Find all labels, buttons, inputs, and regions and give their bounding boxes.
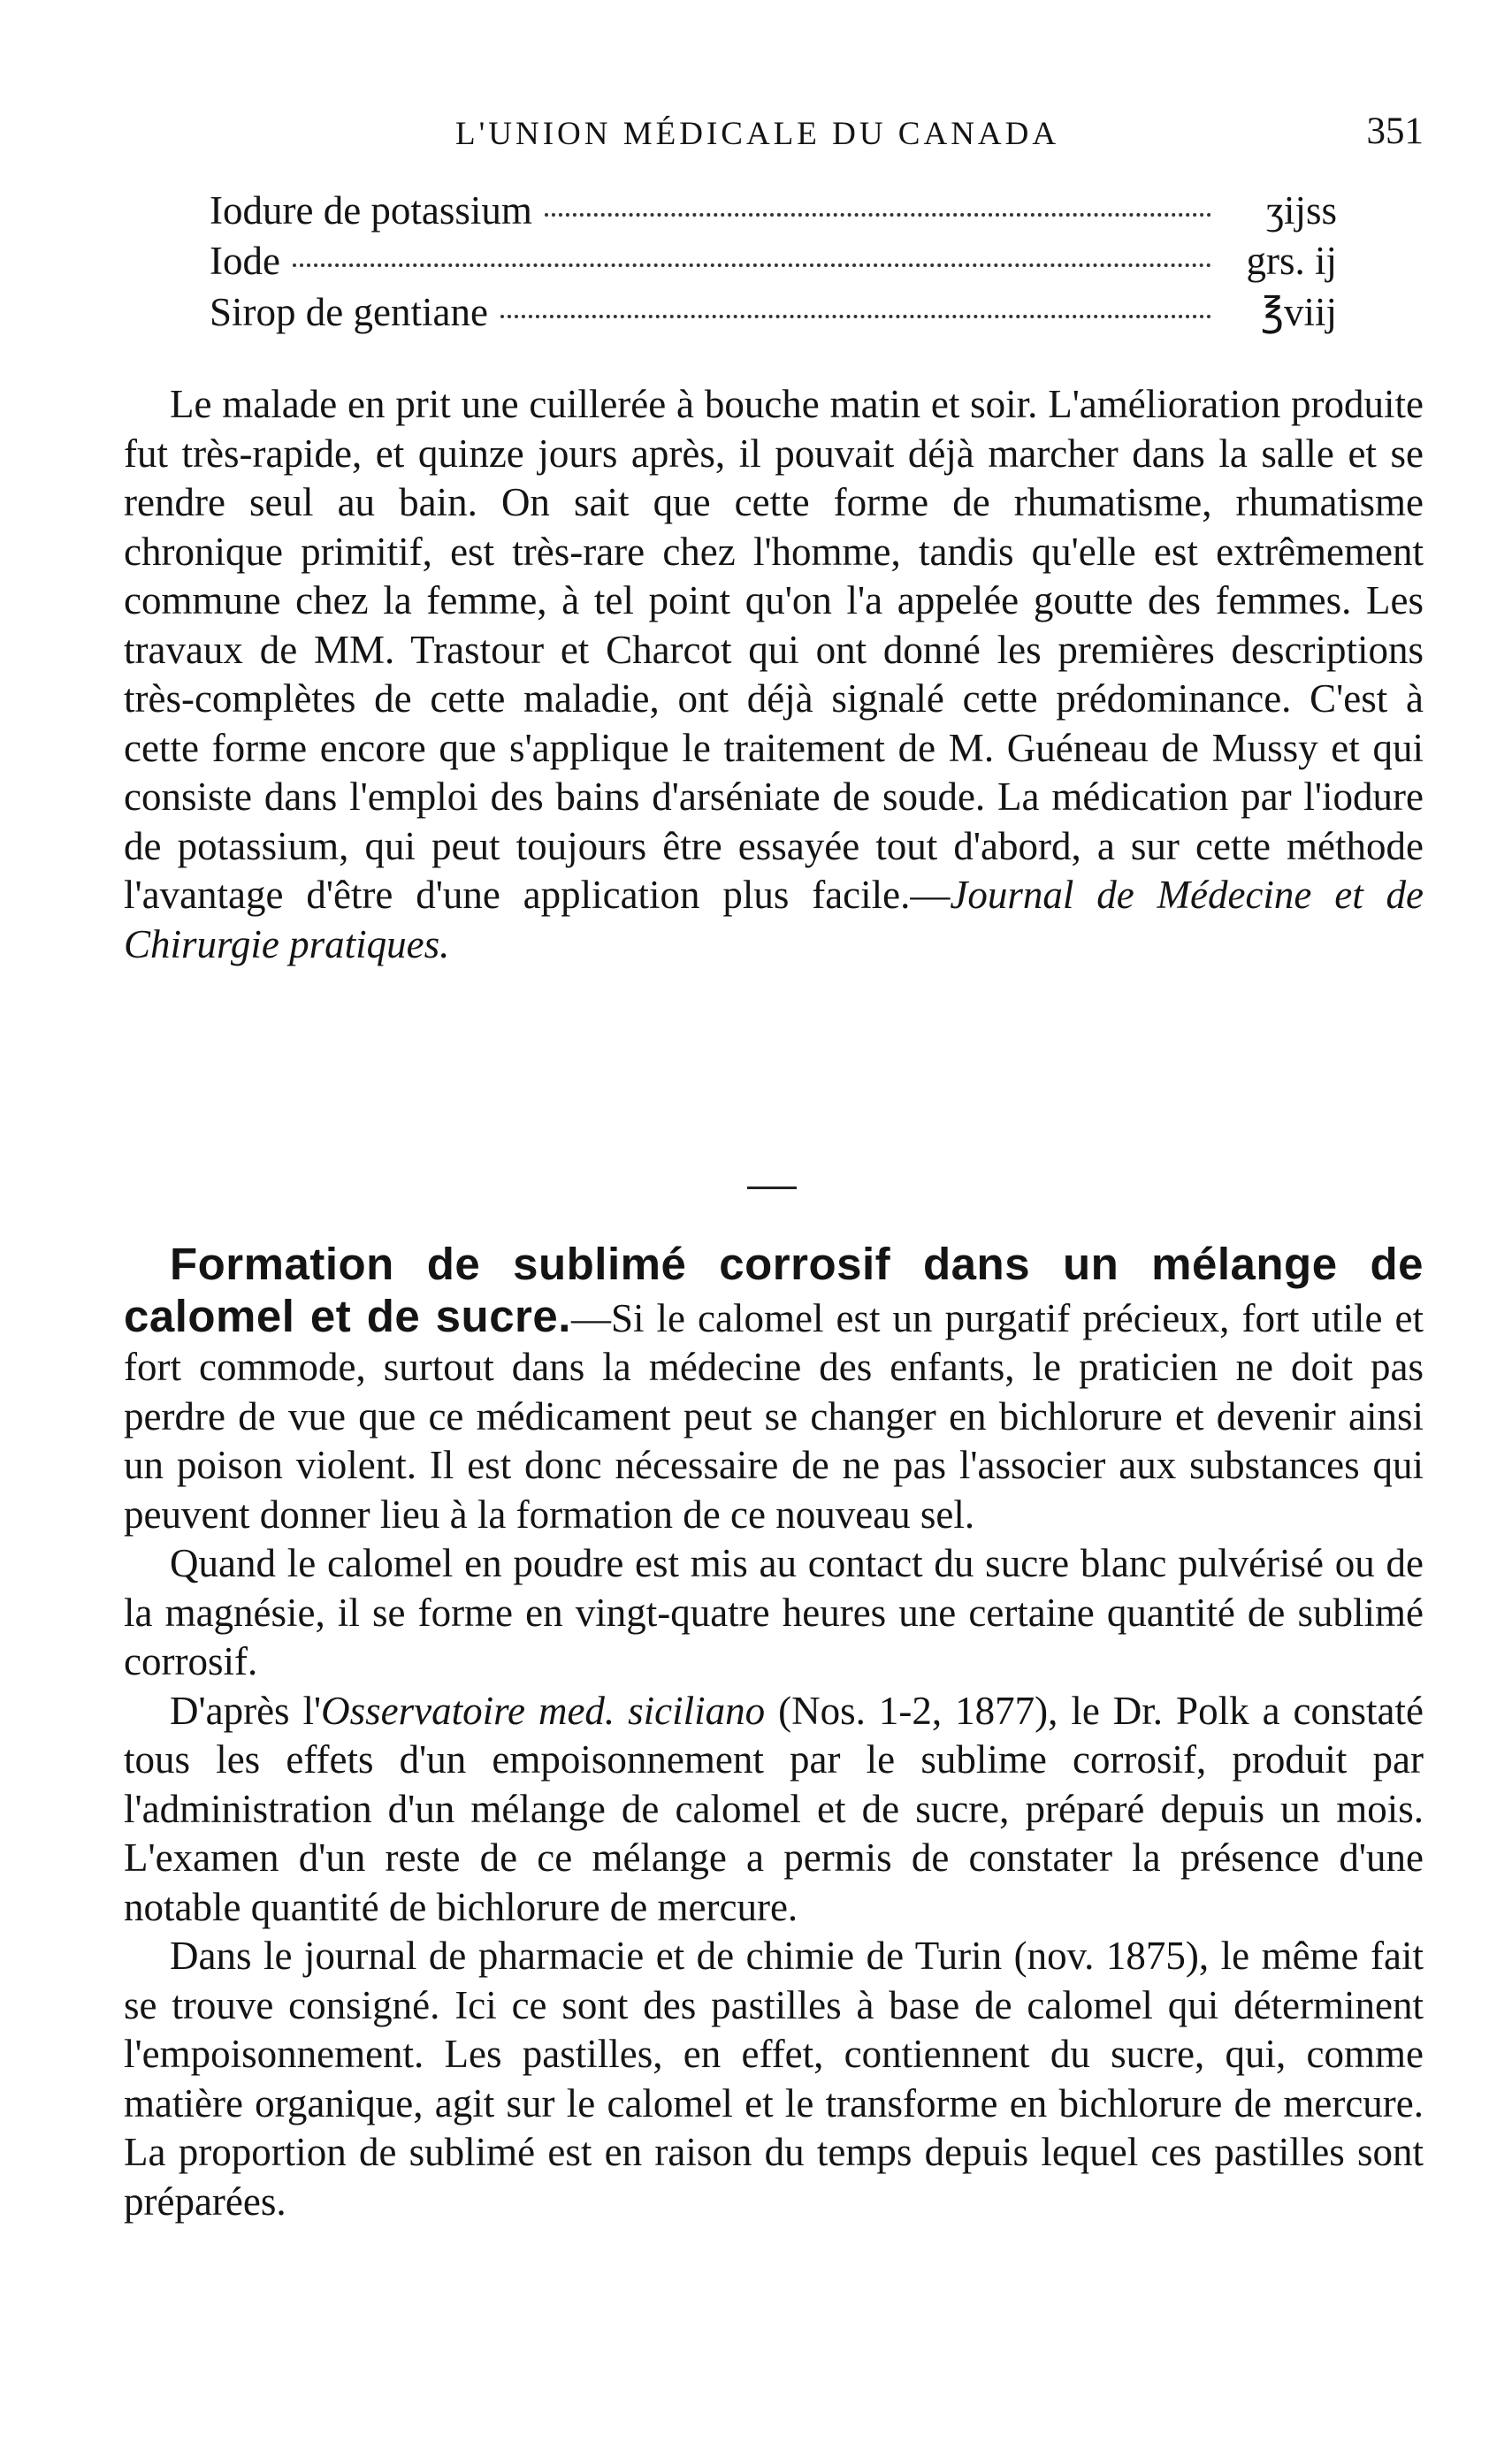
article-paragraph (124, 1687, 1424, 1933)
italic-source: Osservatoire med. siciliano (321, 1688, 766, 1733)
ingredient-dose: grs. ij (1246, 239, 1337, 283)
article-paragraph: Dans le journal de pharmacie et de chimie de Turin (nov. 1875), le même fait se trouve consigné. Ici ce sont des pastilles à base de calomel qui déterminent l'empoisonnement. Les pastilles, en effet, contiennent du sucre, qui, comme matière organique, agit sur le calomel et le transforme en bichlorure de mercure. La proportion de sublimé est en raison du temps depuis lequel ces pastilles sont préparées. (124, 1934, 1424, 2224)
page-number: 351 (1366, 111, 1424, 152)
paragraph-body: Le malade en prit une cuillerée à bouche matin et soir. L'amélioration produite fut très-rapide, et quinze jours après, il pouvait déjà marcher dans la salle et se rendre seul au bain. On sait que cette forme de rhumatisme, rhumatisme chronique primitif, est très-rare chez l'homme, tandis qu'elle est extrêmement commune chez la femme, à tel point qu'on l'a appelée goutte des femmes. Les travaux de MM. Trastour et Charcot qui ont donné les premières descriptions très-complètes de cette maladie, ont déjà signalé cette prédominance. C'est à cette forme encore que s'applique le traitement de M. Guéneau de Mussy et qui consiste dans l'emploi des bains d'arséniate de soude. La médication par l'iodure de potassium, qui peut toujours être essayée tout d'abord, a sur cette méthode l'avantage d'être d'une application plus facile.— (124, 382, 1424, 917)
running-header (124, 104, 1424, 166)
journal-citation: Journal de Médecine et de Chirurgie pratiques. (124, 873, 1424, 966)
article-intro: —Si le calomel est un purgatif précieux, fort utile et fort commode, surtout dans la médecine des enfants, le praticien ne doit pas perdre de vue que ce médicament peut se changer en bichlorure et devenir ainsi un poison violent. Il est donc nécessaire de ne pas l'associer aux substances qui peuvent donner lieu à la formation de ce nouveau sel. (124, 1295, 1424, 1537)
journal-title: L'UNION MÉDICALE DU CANADA (455, 116, 1060, 152)
ingredient-dose: ℥viij (1260, 290, 1337, 334)
ingredient-dose: ʒijss (1265, 188, 1337, 233)
dot-leader (545, 213, 1211, 217)
ingredient-name: Sirop de gentiane (210, 290, 488, 334)
article-title: Formation de sublimé corrosif dans un mélange de calomel et de sucre. (124, 1239, 1424, 1341)
ingredient-name: Iodure de potassium (210, 188, 532, 233)
article-paragraph: Quand le calomel en poudre est mis au contact du sucre blanc pulvérisé ou de la magnésie, il se forme en vingt-quatre heures une certaine quantité de sublimé corrosif. (124, 1541, 1424, 1683)
paragraph-start: D'après l' (170, 1688, 322, 1733)
dot-leader (500, 315, 1211, 318)
article-opening-paragraph (124, 1240, 1424, 1539)
article (124, 1240, 1424, 2226)
dot-leader (293, 263, 1211, 267)
paragraph-end: (Nos. 1-2, 1877), le Dr. Polk a constaté tous les effets d'un empoisonnement par le sublime corrosif, produit par l'administration d'un mélange de calomel et de sucre, préparé depuis un mois. L'examen d'un reste de ce mélange a permis de constater la présence d'une notable quantité de bichlorure de mercure. (124, 1688, 1424, 1929)
prescription-list (210, 187, 1337, 339)
first-paragraph-block (124, 380, 1424, 969)
prescription-row (210, 187, 1337, 238)
prescription-row (210, 288, 1337, 339)
ingredient-name: Iode (210, 239, 280, 283)
section-divider (747, 1187, 797, 1189)
first-paragraph (124, 380, 1424, 969)
prescription-row (210, 238, 1337, 288)
